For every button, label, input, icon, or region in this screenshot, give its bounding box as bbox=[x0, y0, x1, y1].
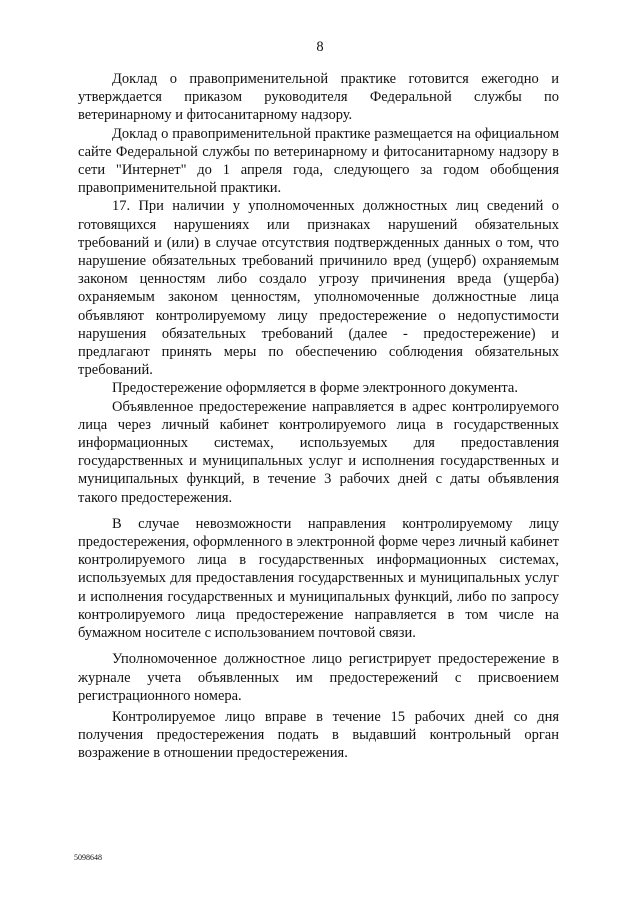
document-id: 5098648 bbox=[74, 853, 102, 862]
document-body bbox=[78, 70, 559, 763]
paragraph-report-publication: Доклад о правоприменительной практике размещается на официальном сайте Федеральной службы по ветеринарному и фитосанитарному надзору в сети "Интернет" до 1 апреля года, следующего за годом обобщения правоприменительной практики. bbox=[78, 125, 559, 197]
paragraph-warning-registration: Уполномоченное должностное лицо регистрирует предостережение в журнале учета объявленных им предостережений с присвоением регистрационного номера. bbox=[78, 651, 559, 704]
paragraph-warning-form: Предостережение оформляется в форме электронного документа. bbox=[112, 380, 518, 397]
paragraph-report-preparation: Доклад о правоприменительной практике готовится ежегодно и утверждается приказом руководителя Федеральной службы по ветеринарному и фитосанитарному надзору. bbox=[78, 71, 559, 124]
paragraph-warning-delivery: Объявленное предостережение направляется в адрес контролируемого лица через личный кабинет контролируемого лица в государственных информационных системах, используемых для предоставления государственных и муниципальных услуг и исполнения государственных и муниципальных функций, в течение 3 рабочих дней с даты объявления такого предостережения. bbox=[78, 398, 559, 506]
paragraph-warning-paper-delivery: В случае невозможности направления контролируемому лицу предостережения, оформленного в электронной форме через личный кабинет контролируемого лица в государственных информационных системах, используемых для предоставления государственных и муниципальных услуг и исполнения государственных и муниципальных функций, либо по запросу контролируемого лица предостережение направляется в том числе на бумажном носителе с использованием почтовой связи. bbox=[78, 515, 559, 642]
paragraph-17-warning: 17. При наличии у уполномоченных должностных лиц сведений о готовящихся нарушениях или признаках нарушений обязательных требований и (или) в случае отсутствия подтвержденных данных о том, что нарушение обязательных требований причинило вред (ущерб) охраняемым законом ценностям либо создало угрозу причинения вреда (ущерба) охраняемым законом ценностям, уполномоченные должностные лица объявляют контролируемому лицу предостережение о недопустимости нарушения обязательных требований (далее - предостережение) и предлагают принять меры по обеспечению соблюдения обязательных требований. bbox=[78, 198, 559, 379]
paragraph-objection-right: Контролируемое лицо вправе в течение 15 рабочих дней со дня получения предостережения подать в выдавший контрольный орган возражение в отношении предостережения. bbox=[78, 708, 559, 762]
page-number: 8 bbox=[316, 39, 324, 55]
